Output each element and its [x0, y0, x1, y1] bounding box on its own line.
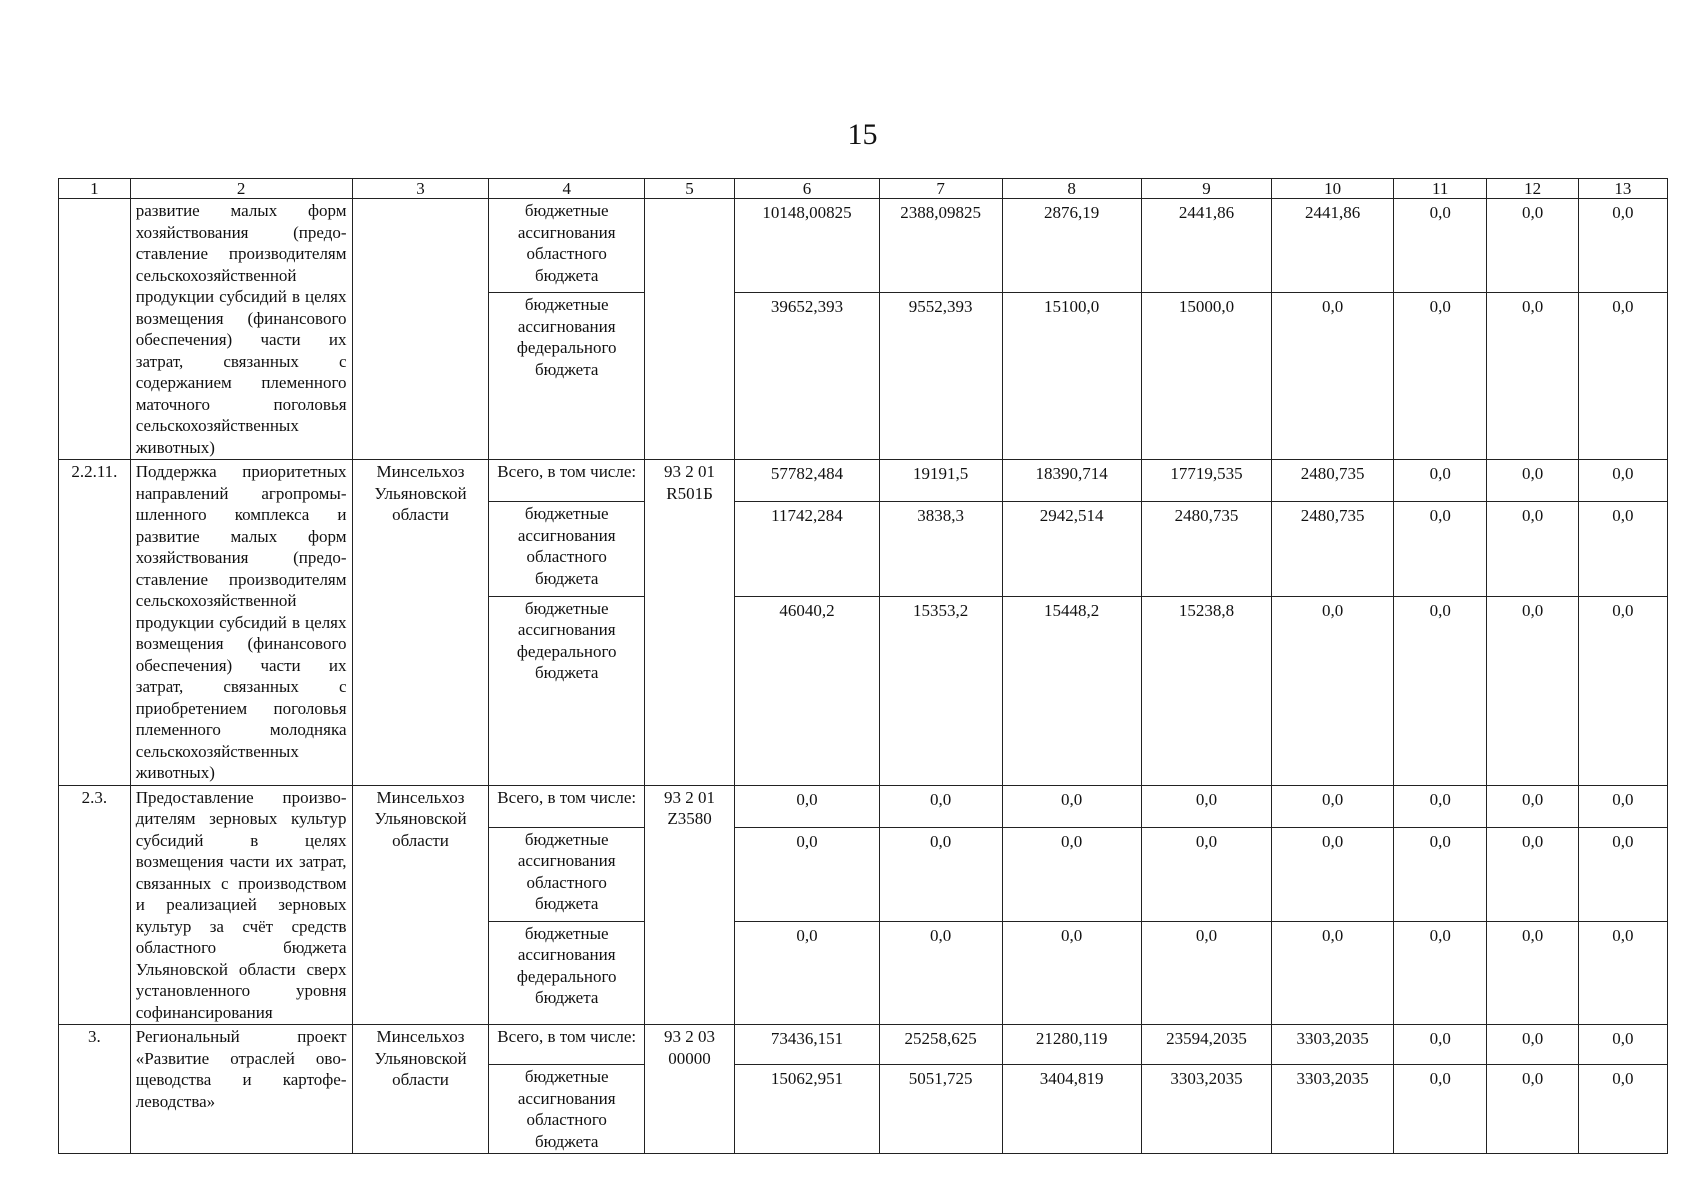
amount-cell: 3404,819 [1002, 1065, 1141, 1154]
amount-cell: 0,0 [1487, 1025, 1578, 1065]
measure-name: Региональный проект «Развитие отраслей овощеводства и картофелеводства» [130, 1025, 352, 1154]
amount-cell: 15448,2 [1002, 596, 1141, 785]
budget-table [58, 178, 1668, 1154]
amount-cell: 0,0 [1393, 827, 1486, 921]
table-row [59, 460, 1668, 502]
funding-source: Всего, в том числе: [489, 1025, 644, 1065]
amount-cell: 0,0 [1578, 827, 1667, 921]
amount-cell: 0,0 [879, 785, 1002, 827]
amount-cell: 2480,735 [1272, 502, 1394, 596]
executor: Минсельхоз Ульяновской области [352, 785, 489, 1025]
column-number: 2 [130, 179, 352, 199]
column-number: 3 [352, 179, 489, 199]
amount-cell: 15238,8 [1141, 596, 1271, 785]
funding-source: бюджетные ассигнования областного бюджета [489, 1065, 644, 1154]
amount-cell: 2441,86 [1272, 199, 1394, 293]
amount-cell: 0,0 [1272, 785, 1394, 827]
amount-cell: 0,0 [735, 827, 880, 921]
amount-cell: 0,0 [1393, 1025, 1486, 1065]
amount-cell: 0,0 [1578, 1025, 1667, 1065]
budget-code: 93 2 03 00000 [644, 1025, 734, 1154]
measure-name: Предоставление производителям зерновых культур субсидий в целях возмещения части их затрат, связанных с производством и реализацией зерновых культур за счёт средств областного бюджета Ульяновской области сверх установленного уровня софинансирования [130, 785, 352, 1025]
amount-cell: 0,0 [1002, 827, 1141, 921]
funding-source: бюджетные ассигнования федерального бюджета [489, 921, 644, 1024]
amount-cell: 0,0 [1578, 502, 1667, 596]
budget-code: 93 2 01 R501Б [644, 460, 734, 786]
column-number: 10 [1272, 179, 1394, 199]
amount-cell: 21280,119 [1002, 1025, 1141, 1065]
amount-cell: 10148,00825 [735, 199, 880, 293]
amount-cell: 0,0 [1272, 921, 1394, 1024]
column-number: 7 [879, 179, 1002, 199]
executor: Минсельхоз Ульяновской области [352, 1025, 489, 1154]
funding-source: Всего, в том числе: [489, 785, 644, 827]
budget-code [644, 199, 734, 460]
amount-cell: 0,0 [1393, 199, 1486, 293]
amount-cell: 0,0 [1487, 1065, 1578, 1154]
amount-cell: 17719,535 [1141, 460, 1271, 502]
amount-cell: 0,0 [1272, 827, 1394, 921]
page-number: 15 [847, 118, 878, 151]
column-number: 12 [1487, 179, 1578, 199]
amount-cell: 0,0 [1393, 785, 1486, 827]
amount-cell: 0,0 [1578, 1065, 1667, 1154]
column-number: 4 [489, 179, 644, 199]
amount-cell: 25258,625 [879, 1025, 1002, 1065]
row-number: 2.2.11. [59, 460, 131, 786]
amount-cell: 0,0 [1272, 596, 1394, 785]
measure-name: развитие малых форм хозяйствования (предоставление производителям сельскохозяйственной продукции субсидий в целях возмещения (финансового обеспечения) части их затрат, связанных с содержанием племенного маточного поголовья сельскохозяйственных животных) [130, 199, 352, 460]
measure-name: Поддержка приоритетных направлений агропромышленного комплекса и развитие малых форм хозяйствования (предоставление производителям сельскохозяйственной продукции субсидий в целях возмещения (финансового обеспечения) части их затрат, связанных с приобретением поголовья племенного молодняка сельскохозяйственных животных) [130, 460, 352, 786]
column-number: 13 [1578, 179, 1667, 199]
column-number: 5 [644, 179, 734, 199]
amount-cell: 0,0 [1487, 460, 1578, 502]
amount-cell: 0,0 [1487, 199, 1578, 293]
amount-cell: 0,0 [1487, 596, 1578, 785]
amount-cell: 0,0 [1578, 293, 1667, 460]
amount-cell: 0,0 [1578, 785, 1667, 827]
table-row [59, 199, 1668, 293]
amount-cell: 0,0 [1487, 293, 1578, 460]
amount-cell: 0,0 [1487, 827, 1578, 921]
executor: Минсельхоз Ульяновской области [352, 460, 489, 786]
amount-cell: 0,0 [1487, 502, 1578, 596]
amount-cell: 18390,714 [1002, 460, 1141, 502]
amount-cell: 0,0 [1393, 1065, 1486, 1154]
funding-source: бюджетные ассигнования федерального бюджета [489, 596, 644, 785]
amount-cell: 0,0 [879, 827, 1002, 921]
amount-cell: 2876,19 [1002, 199, 1141, 293]
funding-source: Всего, в том числе: [489, 460, 644, 502]
amount-cell: 0,0 [1578, 199, 1667, 293]
amount-cell: 73436,151 [735, 1025, 880, 1065]
amount-cell: 15353,2 [879, 596, 1002, 785]
amount-cell: 15100,0 [1002, 293, 1141, 460]
amount-cell: 39652,393 [735, 293, 880, 460]
amount-cell: 0,0 [735, 921, 880, 1024]
funding-source: бюджетные ассигнования областного бюджета [489, 827, 644, 921]
amount-cell: 3303,2035 [1141, 1065, 1271, 1154]
amount-cell: 2480,735 [1272, 460, 1394, 502]
amount-cell: 0,0 [1002, 921, 1141, 1024]
amount-cell: 9552,393 [879, 293, 1002, 460]
amount-cell: 23594,2035 [1141, 1025, 1271, 1065]
amount-cell: 11742,284 [735, 502, 880, 596]
column-number: 6 [735, 179, 880, 199]
amount-cell: 0,0 [1487, 785, 1578, 827]
amount-cell: 0,0 [1487, 921, 1578, 1024]
amount-cell: 0,0 [1578, 460, 1667, 502]
amount-cell: 46040,2 [735, 596, 880, 785]
amount-cell: 2388,09825 [879, 199, 1002, 293]
amount-cell: 0,0 [1578, 596, 1667, 785]
executor [352, 199, 489, 460]
amount-cell: 0,0 [735, 785, 880, 827]
amount-cell: 0,0 [1393, 596, 1486, 785]
amount-cell: 2480,735 [1141, 502, 1271, 596]
table-row [59, 1025, 1668, 1065]
amount-cell: 0,0 [1141, 785, 1271, 827]
amount-cell: 0,0 [1272, 293, 1394, 460]
funding-source: бюджетные ассигнования областного бюджета [489, 502, 644, 596]
amount-cell: 3303,2035 [1272, 1065, 1394, 1154]
amount-cell: 0,0 [1002, 785, 1141, 827]
amount-cell: 5051,725 [879, 1065, 1002, 1154]
amount-cell: 15000,0 [1141, 293, 1271, 460]
column-number: 1 [59, 179, 131, 199]
amount-cell: 0,0 [1393, 293, 1486, 460]
amount-cell: 2942,514 [1002, 502, 1141, 596]
table-row [59, 785, 1668, 827]
funding-source: бюджетные ассигнования областного бюджета [489, 199, 644, 293]
amount-cell: 0,0 [1393, 502, 1486, 596]
amount-cell: 2441,86 [1141, 199, 1271, 293]
amount-cell: 57782,484 [735, 460, 880, 502]
amount-cell: 19191,5 [879, 460, 1002, 502]
amount-cell: 3838,3 [879, 502, 1002, 596]
amount-cell: 0,0 [1141, 827, 1271, 921]
row-number: 2.3. [59, 785, 131, 1025]
amount-cell: 0,0 [1141, 921, 1271, 1024]
row-number [59, 199, 131, 460]
amount-cell: 0,0 [879, 921, 1002, 1024]
amount-cell: 0,0 [1393, 460, 1486, 502]
amount-cell: 0,0 [1578, 921, 1667, 1024]
column-number: 11 [1393, 179, 1486, 199]
amount-cell: 0,0 [1393, 921, 1486, 1024]
funding-source: бюджетные ассигнования федерального бюджета [489, 293, 644, 460]
column-number: 9 [1141, 179, 1271, 199]
budget-code: 93 2 01 Z3580 [644, 785, 734, 1025]
column-number: 8 [1002, 179, 1141, 199]
row-number: 3. [59, 1025, 131, 1154]
amount-cell: 15062,951 [735, 1065, 880, 1154]
amount-cell: 3303,2035 [1272, 1025, 1394, 1065]
header-row [59, 179, 1668, 199]
